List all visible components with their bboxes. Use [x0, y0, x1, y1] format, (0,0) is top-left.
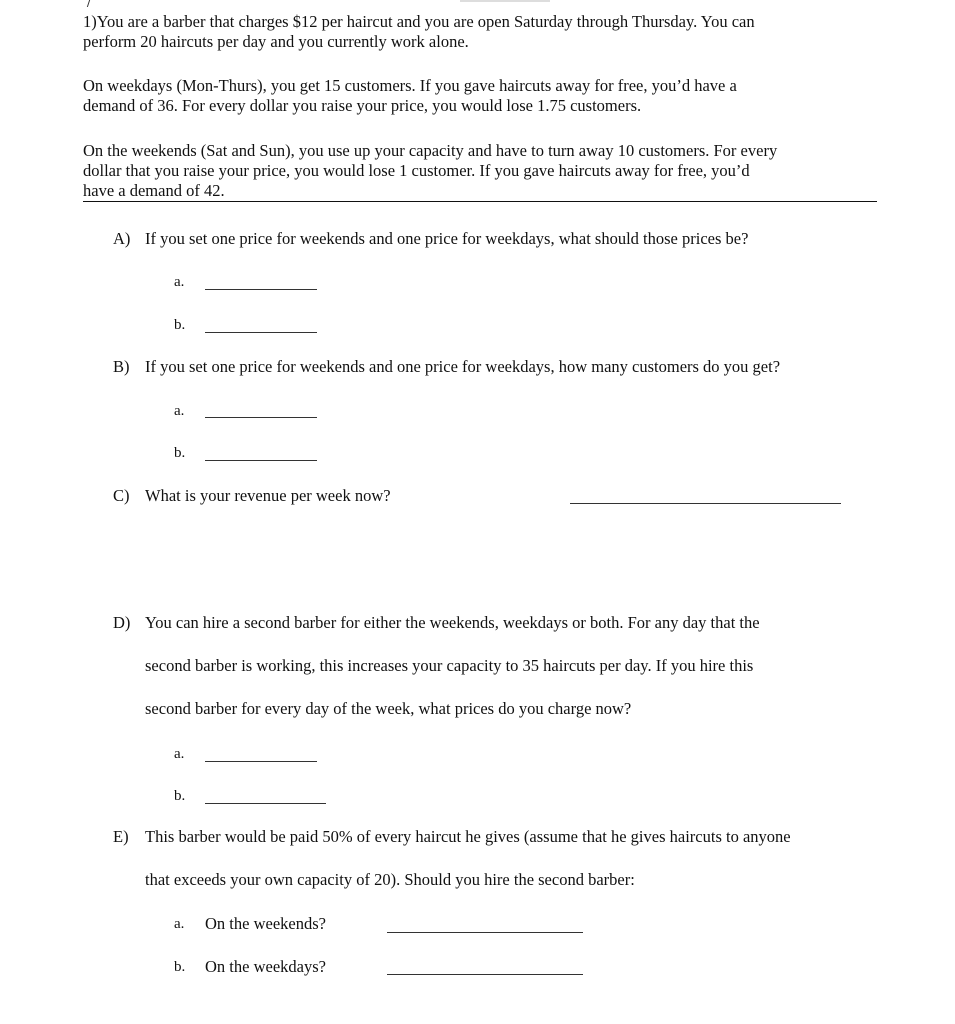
weekends-line-1: On the weekends (Sat and Sun), you use up your capacity and have to turn away 10 customers. For every	[83, 141, 778, 160]
section-divider	[83, 201, 877, 202]
top-edge-bar	[460, 0, 550, 2]
question-e-sub-a-text: On the weekends?	[205, 914, 326, 933]
question-e-sub-b-label: b.	[174, 959, 186, 975]
question-d-line-1: You can hire a second barber for either the weekends, weekdays or both. For any day that the	[145, 613, 760, 632]
question-b-label: B)	[113, 357, 130, 376]
weekdays-line-2: demand of 36. For every dollar you raise your price, you would lose 1.75 customers.	[83, 96, 642, 115]
question-a-label: A)	[113, 229, 131, 248]
question-e-sub-b-text: On the weekdays?	[205, 957, 326, 976]
question-a-answer-a[interactable]	[205, 289, 317, 290]
question-a-text: If you set one price for weekends and one price for weekdays, what should those prices be?	[145, 229, 749, 248]
top-mark	[87, 0, 90, 7]
weekdays-line-1: On weekdays (Mon-Thurs), you get 15 customers. If you gave haircuts away for free, you’d have a	[83, 76, 737, 95]
question-e-label: E)	[113, 827, 129, 846]
intro-line-2: perform 20 haircuts per day and you currently work alone.	[83, 32, 469, 51]
question-d-answer-a[interactable]	[205, 761, 317, 762]
question-b-text: If you set one price for weekends and one price for weekdays, how many customers do you get?	[145, 357, 781, 376]
question-c-answer[interactable]	[570, 503, 841, 504]
question-d-sub-a-label: a.	[174, 746, 185, 762]
question-e-sub-a-label: a.	[174, 916, 185, 932]
question-a-answer-b[interactable]	[205, 332, 317, 333]
question-b-sub-a-label: a.	[174, 403, 185, 419]
question-a-sub-a-label: a.	[174, 274, 185, 290]
question-b-sub-b-label: b.	[174, 445, 186, 461]
question-c-label: C)	[113, 486, 130, 505]
question-d-answer-b[interactable]	[205, 803, 326, 804]
question-e-line-2: that exceeds your own capacity of 20). Should you hire the second barber:	[145, 870, 635, 889]
intro-line-1: 1)You are a barber that charges $12 per haircut and you are open Saturday through Thursday. You can	[83, 12, 755, 31]
question-d-sub-b-label: b.	[174, 788, 186, 804]
question-e-answer-b[interactable]	[387, 974, 583, 975]
question-d-line-2: second barber is working, this increases your capacity to 35 haircuts per day. If you hire this	[145, 656, 754, 675]
question-a-sub-b-label: b.	[174, 317, 186, 333]
question-e-line-1: This barber would be paid 50% of every haircut he gives (assume that he gives haircuts to anyone	[145, 827, 791, 846]
question-d-label: D)	[113, 613, 131, 632]
question-e-answer-a[interactable]	[387, 932, 583, 933]
question-d-line-3: second barber for every day of the week, what prices do you charge now?	[145, 699, 632, 718]
question-b-answer-a[interactable]	[205, 417, 317, 418]
question-c-text: What is your revenue per week now?	[145, 486, 391, 505]
weekends-line-2: dollar that you raise your price, you would lose 1 customer. If you gave haircuts away for free, you’d	[83, 161, 750, 180]
question-b-answer-b[interactable]	[205, 460, 317, 461]
weekends-line-3: have a demand of 42.	[83, 181, 225, 200]
